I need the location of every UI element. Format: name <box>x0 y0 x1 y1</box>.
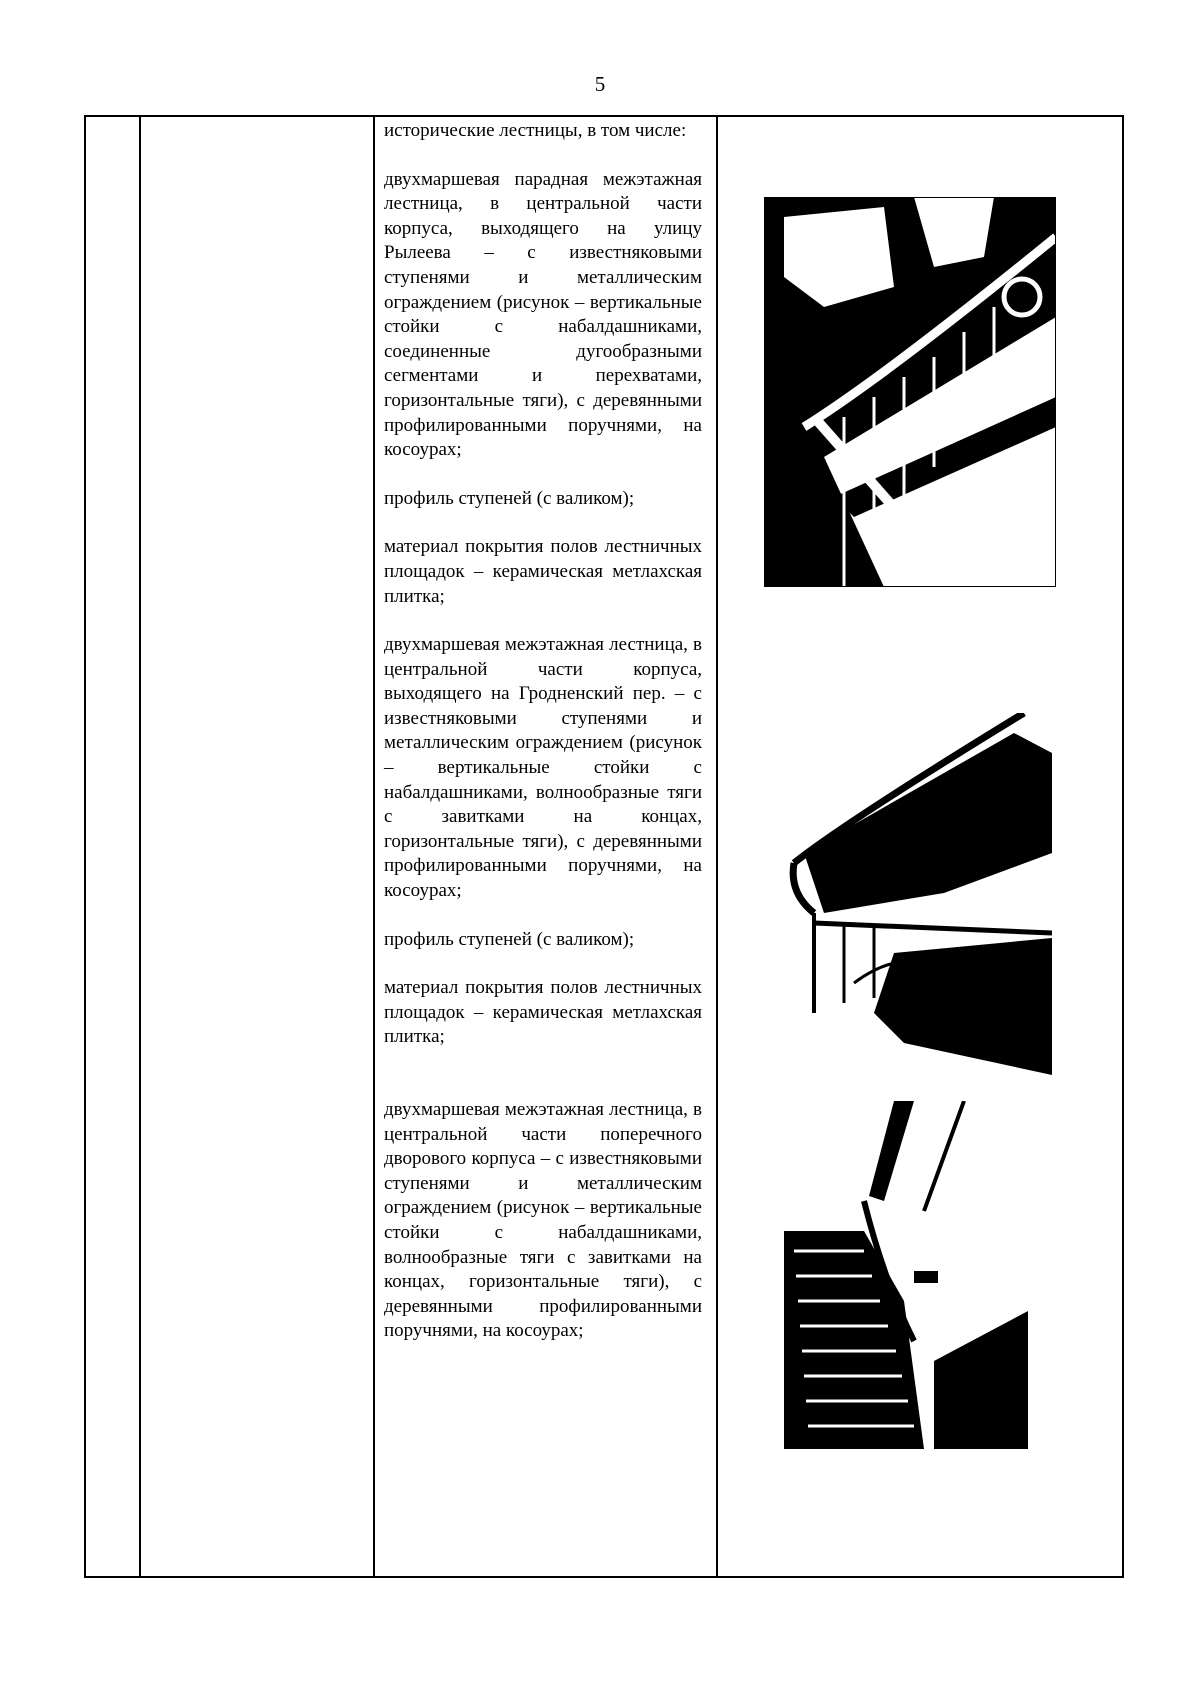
description-cell <box>384 119 702 1344</box>
staircase-photo-grodnensky-icon <box>784 713 1052 1075</box>
table-divider-1 <box>139 115 141 1578</box>
floor-material-2: материал покрытия полов лестничных площадок – керамическая метлахская плитка; <box>384 977 702 1048</box>
table-border-right <box>1122 115 1124 1578</box>
stair-grodnensky-description: двухмаршевая межэтажная лестница, в центральной части корпуса, выходящего на Гродненский пер. – с известняковыми ступенями и металлическим ограждением (рисунок – вертикальные стойки с набалдашниками, волнообразные тяги с завитками на концах, горизонтальные тяги), с деревянными профилированными поручнями, на косоурах; <box>384 634 702 902</box>
table-top-border <box>84 115 1124 117</box>
page-number: 5 <box>594 72 606 96</box>
step-profile-1: профиль ступеней (с валиком); <box>384 487 635 509</box>
stair-courtyard-description: двухмаршевая межэтажная лестница, в центральной части поперечного дворового корпуса – с известняковыми ступенями и металлическим ограждением (рисунок – вертикальные стойки с набалдашниками, волнообразные тяги с завитками на концах, горизонтальные тяги), с деревянными профилированными поручнями, на косоурах; <box>384 1099 702 1342</box>
protection-subject-table <box>84 115 1124 1578</box>
floor-material-1: материал покрытия полов лестничных площадок – керамическая метлахская плитка; <box>384 536 702 607</box>
stair-rylееva-description: двухмаршевая парадная межэтажная лестница, в центральной части корпуса, выходящего на улицу Рылеева – с известняковыми ступенями и металлическим ограждением (рисунок – вертикальные стойки с набалдашниками, соединенные дугообразными сегментами и перехватами, горизонтальные тяги), с деревянными профилированными поручнями, на косоурах; <box>384 168 702 461</box>
table-border-left <box>84 115 86 1578</box>
staircase-photo-3 <box>784 1101 1028 1449</box>
staircase-photo-2 <box>784 713 1052 1075</box>
table-divider-3 <box>716 115 718 1578</box>
step-profile-2: профиль ступеней (с валиком); <box>384 928 635 950</box>
description-intro: исторические лестницы, в том числе: <box>384 120 687 141</box>
staircase-photo-rylееva-icon <box>764 197 1056 587</box>
staircase-photo-courtyard-icon <box>784 1101 1028 1449</box>
table-divider-2 <box>373 115 375 1578</box>
table-bottom-border <box>84 1576 1124 1578</box>
staircase-photo-1 <box>764 197 1056 587</box>
